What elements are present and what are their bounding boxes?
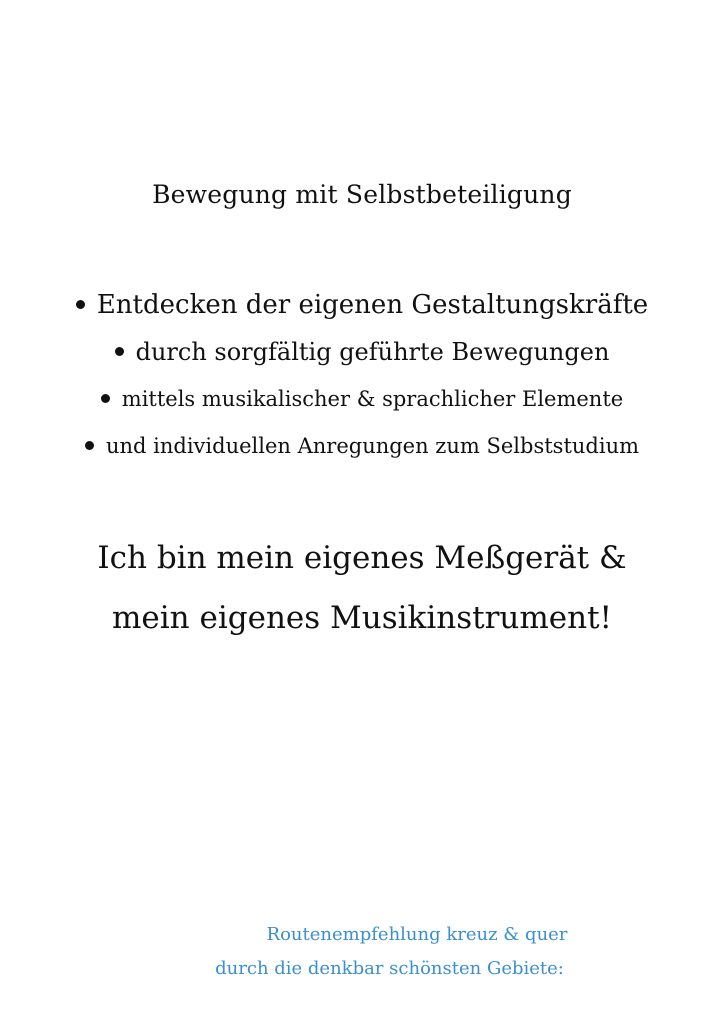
bullet-icon: [85, 441, 94, 450]
motto-line-2: mein eigenes Musikinstrument!: [112, 600, 612, 636]
list-item-text: und individuellen Anregungen zum Selbststudium: [105, 434, 640, 458]
list-item-text: Entdecken der eigenen Gestaltungskräfte: [96, 290, 649, 320]
route-recommendation: [0, 918, 724, 986]
motto-line-1: Ich bin mein eigenes Meßgerät &: [97, 540, 627, 576]
bullet-icon: [115, 347, 124, 356]
feature-list: [0, 282, 724, 470]
motto: [0, 528, 724, 648]
bullet-icon: [76, 300, 85, 309]
list-item: [0, 423, 724, 470]
list-item: [0, 376, 724, 423]
list-item-text: mittels musikalischer & sprachlicher Elemente: [121, 387, 624, 411]
route-line-1: Routenempfehlung kreuz & quer: [266, 924, 568, 945]
bullet-icon: [101, 394, 110, 403]
list-item-text: durch sorgfältig geführte Bewegungen: [135, 338, 610, 366]
route-line-2: durch die denkbar schönsten Gebiete:: [215, 958, 564, 979]
list-item: [0, 282, 724, 329]
list-item: [0, 329, 724, 376]
page-heading: Bewegung mit Selbstbeteiligung: [152, 180, 572, 209]
